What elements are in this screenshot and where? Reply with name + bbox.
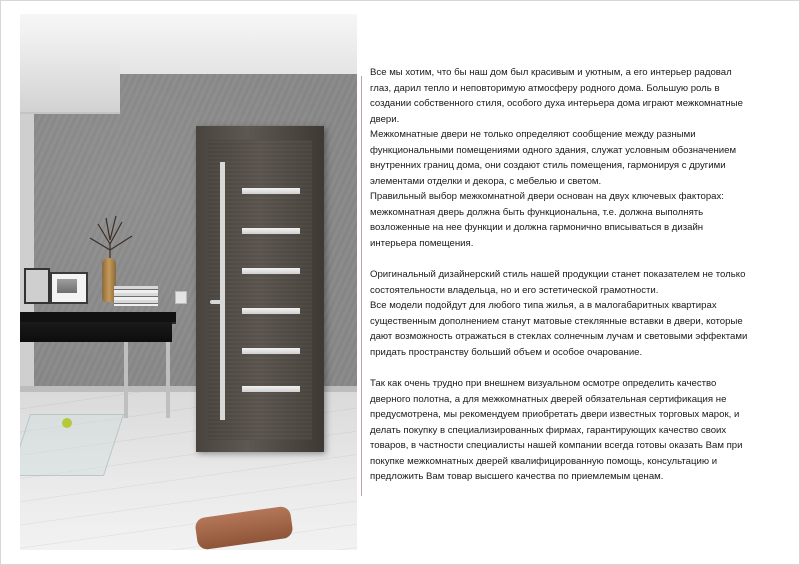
door-glass-insert	[242, 348, 300, 354]
decor-branches	[80, 214, 140, 264]
column-rule	[361, 76, 362, 496]
paragraph-choice: Правильный выбор межкомнатной двери основан на двух ключевых факторах: межкомнатная дверь должна быть функциональна, т.е. должна выполнять возложенные на нее функции и должна гармонично вписываться в дизайн интерьера помещения.	[370, 191, 724, 249]
console-table-leg	[124, 342, 128, 418]
door-handle	[210, 300, 224, 304]
door-glass-insert	[242, 308, 300, 314]
light-switch	[175, 291, 187, 304]
interior-photo	[20, 14, 357, 550]
picture-frame-small	[24, 268, 50, 304]
door-glass-insert	[242, 188, 300, 194]
left-wall	[20, 94, 34, 424]
door-glass-insert	[242, 228, 300, 234]
text-column	[370, 65, 750, 485]
door-glass-insert	[242, 268, 300, 274]
paragraph-models: Все модели подойдут для любого типа жилья, а в малогабаритных квартирах существенным дополнением станут матовые стеклянные вставки в двери, которые дают возможность отражаться в стеклах солнечным лучам и световыми эффектами придать пространству больший объем и особое очарование.	[370, 300, 748, 358]
ceiling-beam	[20, 46, 120, 114]
console-table-leg	[166, 342, 170, 418]
picture-frame	[50, 272, 88, 304]
paragraph-role: Межкомнатные двери не только определяют сообщение между разными функциональными помещениями одного здания, служат условным обозначением внутренних границ дома, они создают стиль помещения, гармонируя с другими элементами отделки и декора, с мебелью и светом.	[370, 129, 737, 187]
door-glass-stile	[220, 162, 225, 420]
door-glass-insert	[242, 386, 300, 392]
book-stack	[114, 286, 158, 306]
apple	[62, 418, 72, 428]
paragraph-style: Оригинальный дизайнерский стиль нашей продукции станет показателем не только состоятельности владельца, но и его эстетической грамотности.	[370, 269, 746, 296]
console-table-top	[20, 312, 176, 322]
console-table-drawer	[20, 322, 172, 342]
paragraph-intro: Все мы хотим, что бы наш дом был красивым и уютным, а его интерьер радовал глаз, дарил тепло и неповторимую атмосферу родного дома. Большую роль в создании собственного стиля, особого духа интерьера дома играют межкомнатные двери.	[370, 67, 743, 125]
paragraph-quality: Так как очень трудно при внешнем визуальном осмотре определить качество дверного полотна, а для межкомнатных дверей обязательная сертификация не предусмотрена, мы рекомендуем приобретать двери известных торговых марок, и делать покупку в специализированных фирмах, гарантирующих качество своих товаров, в частности специалисты нашей компании всегда готовы оказать Вам при покупке межкомнатных дверей квалифицированную помощь, консультацию и предложить Вам товар высшего качества по приемлемым ценам.	[370, 378, 743, 482]
